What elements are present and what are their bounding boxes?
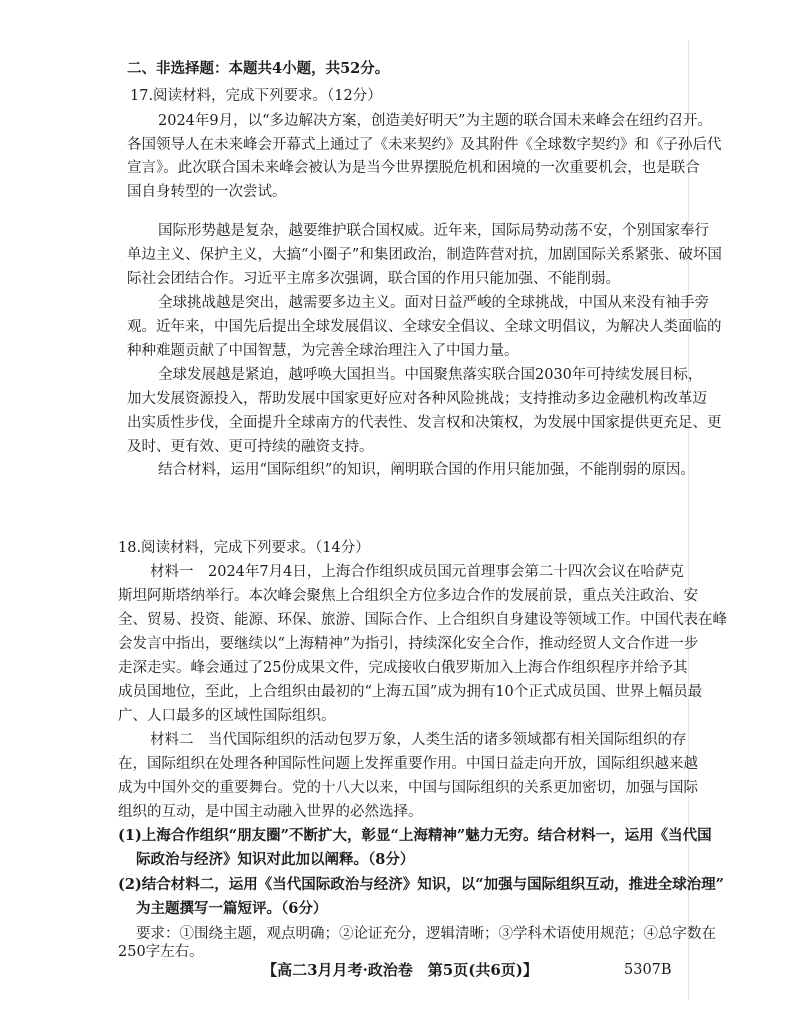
q17-line: 加大发展资源投入，帮助发展中国家更好应对各种风险挑战；支持推动多边金融机构改革迈: [127, 391, 707, 407]
q17-line: 全球挑战越是突出，越需要多边主义。面对日益严峻的全球挑战，中国从来没有袖手旁: [158, 295, 709, 311]
q17-line: 国自身转型的一次尝试。: [127, 184, 287, 200]
requirements-line: 250字左右。: [118, 944, 204, 960]
q17-line: 及时、更有效、更可持续的融资支持。: [127, 439, 374, 455]
material2-line: 组织的互动，是中国主动融入世界的必然选择。: [118, 804, 423, 820]
material1-line: 会发言中指出，要继续以“上海精神”为指引，持续深化安全合作，推动经贸人文合作进一步: [118, 636, 699, 652]
sub2-line: (2)结合材料二，运用《当代国际政治与经济》知识，以“加强与国际组织互动，推进全球治理”: [118, 876, 724, 893]
q17-task: 结合材料，运用“国际组织”的知识，阐明联合国的作用只能加强，不能削弱的原因。: [158, 462, 695, 478]
q17-line: 宣言》。此次联合国未来峰会被认为是当今世界摆脱危机和困境的一次重要机会，也是联合: [127, 160, 700, 176]
sub2-line: 为主题撰写一篇短评。（6分）: [136, 900, 328, 917]
q17-title: 17.阅读材料，完成下列要求。（12分）: [130, 88, 382, 104]
q18-title: 18.阅读材料，完成下列要求。（14分）: [118, 540, 370, 556]
q17-line: 单边主义、保护主义，大搞“小圈子”和集团政治，制造阵营对抗，加剧国际关系紧张、破坏国: [127, 247, 722, 263]
material1-line: 材料一 2024年7月4日，上海合作组织成员国元首理事会第二十四次会议在哈萨克: [150, 564, 684, 580]
q17-line: 各国领导人在未来峰会开幕式上通过了《未来契约》及其附件《全球数字契约》和《子孙后代: [127, 137, 722, 153]
material1-line: 成员国地位，至此，上合组织由最初的“上海五国”成为拥有10个正式成员国、世界上幅员最: [118, 684, 703, 700]
q17-line: 2024年9月，以“多边解决方案，创造美好明天”为主题的联合国未来峰会在纽约召开。: [158, 113, 712, 129]
sub1-line: 际政治与经济》知识对此加以阐释。（8分）: [136, 851, 415, 868]
material1-line: 斯坦阿斯塔纳举行。本次峰会聚焦上合组织全方位多边合作的发展前景，重点关注政治、安: [118, 588, 698, 604]
material1-line: 走深走实。峰会通过了25份成果文件，完成接收白俄罗斯加入上海合作组织程序并给予其: [118, 660, 688, 676]
q17-line: 种种难题贡献了中国智慧，为完善全球治理注入了中国力量。: [127, 343, 519, 359]
paper-code: 5307B: [624, 962, 672, 978]
material2-line: 材料二 当代国际组织的活动包罗万象，人类生活的诸多领域都有相关国际组织的存: [150, 732, 687, 748]
material1-line: 全、贸易、投资、能源、环保、旅游、国际合作、上合组织自身建设等领域工作。中国代表在峰: [118, 612, 727, 628]
q17-line: 出实质性步伐，全面提升全球南方的代表性、发言权和决策权，为发展中国家提供更充足、更: [127, 415, 722, 431]
q17-line: 际社会团结合作。习近平主席多次强调，联合国的作用只能加强、不能削弱。: [127, 271, 620, 287]
sub1-line: (1)上海合作组织“朋友圈”不断扩大，彰显“上海精神”魅力无穷。结合材料一，运用《当代国: [118, 827, 712, 844]
page-edge-line: [688, 40, 689, 1000]
material2-line: 成为中国外交的重要舞台。党的十八大以来，中国与国际组织的关系更加密切，加强与国际: [118, 780, 698, 796]
page-footer: 【高二3月月考·政治卷 第5页(共6页)】: [262, 961, 538, 979]
section-header: 二、非选择题：本题共4小题，共52分。: [127, 60, 390, 77]
q17-line: 国际形势越是复杂，越要维护联合国权威。近年来，国际局势动荡不安，个别国家奉行: [158, 223, 709, 239]
q17-line: 观。近年来，中国先后提出全球发展倡议、全球安全倡议、全球文明倡议，为解决人类面临的: [127, 319, 722, 335]
material1-line: 广、人口最多的区域性国际组织。: [118, 708, 336, 724]
requirements-line: 要求：①围绕主题，观点明确；②论证充分，逻辑清晰；③学科术语使用规范；④总字数在: [136, 926, 716, 942]
material2-line: 在，国际组织在处理各种国际性问题上发挥重要作用。中国日益走向开放，国际组织越来越: [118, 756, 698, 772]
q17-line: 全球发展越是紧迫，越呼唤大国担当。中国聚焦落实联合国2030年可持续发展目标，: [158, 367, 703, 383]
